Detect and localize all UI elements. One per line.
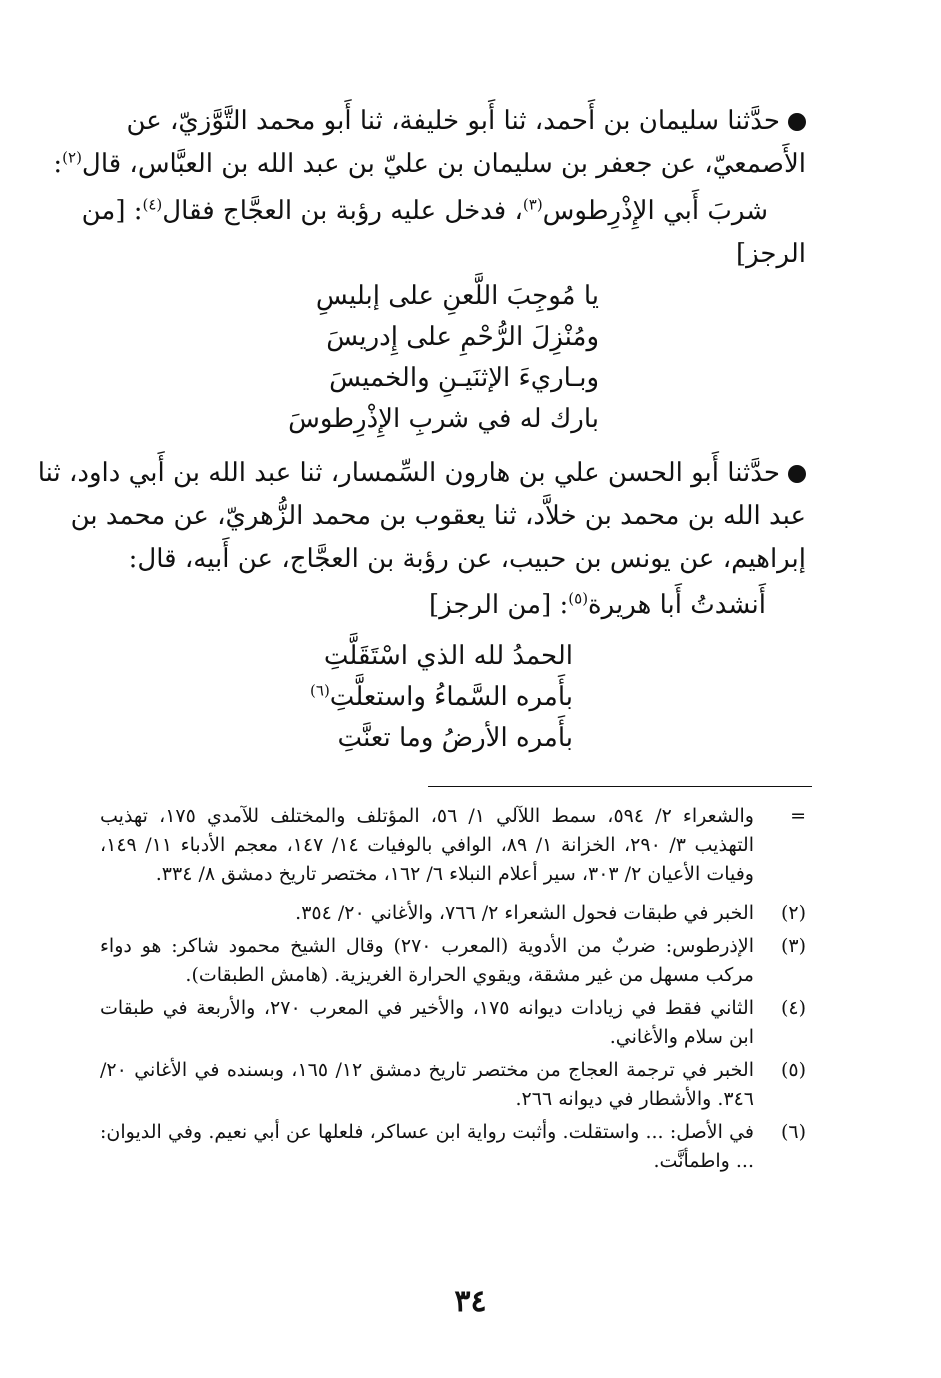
footnote-text: الخبر في طبقات فحول الشعراء ٢/ ٧٦٦، والأغاني ٢٠/ ٣٥٤. [295,902,754,924]
footnote-item [100,1118,806,1176]
paragraph-text: حدَّثنا أَبو الحسن علي بن هارون السِّمسار، ثنا عبد الله بن أَبي داود، ثنا [37,458,780,488]
footnote-ref[interactable]: (٥) [568,589,589,608]
footnote-separator [428,786,812,787]
paragraph-text: إبراهيم، عن يونس بن حبيب، عن رؤبة بن العجَّاج، عن أَبيه، قال: [128,544,806,574]
poem-verse: وبـاريءَ الإثنَيـنِ والخميسَ [329,363,599,393]
footnote-item [100,802,806,889]
footnote-text: الإذرطوس: ضربٌ من الأدوية (المعرب ٢٧٠) وقال الشيخ محمود شاكر: هو دواء مركب مسهل من غير مشقة، ويقوي الحرارة الغريزية. (هامش الطبقات). [100,935,754,986]
poem-verse-text: بأَمره السَّماءُ واستعلَّتِ [329,682,573,712]
paragraph-text: عبد الله بن محمد بن خلاَّد، ثنا يعقوب بن محمد الزُّهريّ، عن محمد بن [70,501,806,531]
paragraph-text: : [من [81,196,143,226]
hadith-paragraph-1 [53,100,806,186]
poem-verse: الحمدُ لله الذي اسْتَقَلَّتِ [323,641,573,671]
footnote-number: (٤) [780,997,806,1019]
poem-verse: بأَمره الأرضُ وما تعنَّتِ [337,723,573,753]
paragraph-line [81,190,806,233]
poem-1 [288,276,599,440]
footnote-number: (٣) [780,935,806,957]
footnote-text: الخبر في ترجمة العجاج من مختصر تاريخ دمشق ١٢/ ١٦٥، وبسنده في الأغاني ٢٠/ ٣٤٦. والأشطار في ديوانه ٢٦٦. [100,1059,754,1110]
footnote-number: (٢) [780,902,806,924]
paragraph-text: أَنشدتُ أَبا هريرة [588,590,766,620]
poem-verse [310,677,573,718]
footnote-number: (٦) [780,1121,806,1143]
poem-2 [310,636,573,759]
footnote-text: في الأصل: ... واستقلت. وأثبت رواية ابن عساكر، فلعلها عن أبي نعيم. وفي الديوان: ... واطمأنَّت. [100,1121,754,1172]
footnote-item [100,994,806,1052]
narration-paragraph [81,190,806,276]
bullet-icon [788,465,806,483]
footnote-text: والشعراء ٢/ ٥٩٤، سمط اللآلي ١/ ٥٦، المؤتلف والمختلف للآمدي ١٧٥، تهذيب التهذيب ٣/ ٢٩٠، الخزانة ١/ ٨٩، الوافي بالوفيات ١٤/ ١٤٧، معجم الأدباء ١١/ ١٤٩، وفيات الأعيان ٢/ ٣٠٣، سير أعلام النبلاء ٦/ ١٦٢، مختصر تاريخ دمشق ٨/ ٣٣٤. [100,805,754,885]
poem-verse: ومُنْزِلَ الرُّحْمِ على إِدريسَ [326,322,599,352]
paragraph-text: حدَّثنا سليمان بن أَحمد، ثنا أَبو خليفة، ثنا أَبو محمد التَّوَّزيّ، عن [126,106,780,136]
footnote-item [100,899,806,928]
footnote-ref[interactable]: (٦) [310,681,330,700]
footnote-ref[interactable]: (٤) [142,195,163,214]
footnote-ref[interactable]: (٣) [522,195,543,214]
page-number: ٣٤ [454,1284,487,1319]
paragraph-text: : [53,149,63,179]
paragraph-text: الأَصمعيّ، عن جعفر بن سليمان بن عليّ بن عبد الله بن العبَّاس، قال [81,149,806,179]
paragraph-line [100,100,806,143]
poem-verse: يا مُوجِبَ اللَّعنِ على إبليسِ [315,281,599,311]
footnote-text: الثاني فقط في زيادات ديوانه ١٧٥، والأخير في المعرب ٢٧٠، والأربعة في طبقات ابن سلام والأغاني. [100,997,754,1048]
recitation-intro [100,584,806,627]
paragraph-line [53,143,806,186]
paragraph-text: ، فدخل عليه رؤبة بن العجَّاج فقال [162,196,523,226]
paragraph-text: : [من الرجز] [429,590,569,620]
footnote-ref[interactable]: (٢) [62,148,82,167]
paragraph-line [37,452,806,495]
footnote-item [100,1056,806,1114]
bullet-icon [788,113,806,131]
footnotes [100,802,806,1176]
meter-label: الرجز] [735,239,806,269]
paragraph-line [100,584,806,627]
footnote-number: = [790,805,806,827]
hadith-paragraph-2 [37,452,806,581]
poem-verse: بارك له في شربِ الإِذْرِطوسَ [288,404,599,434]
paragraph-text: شربَ أَبي الإِذْرِطوس [542,196,768,226]
footnote-number: (٥) [780,1059,806,1081]
footnote-item [100,932,806,990]
